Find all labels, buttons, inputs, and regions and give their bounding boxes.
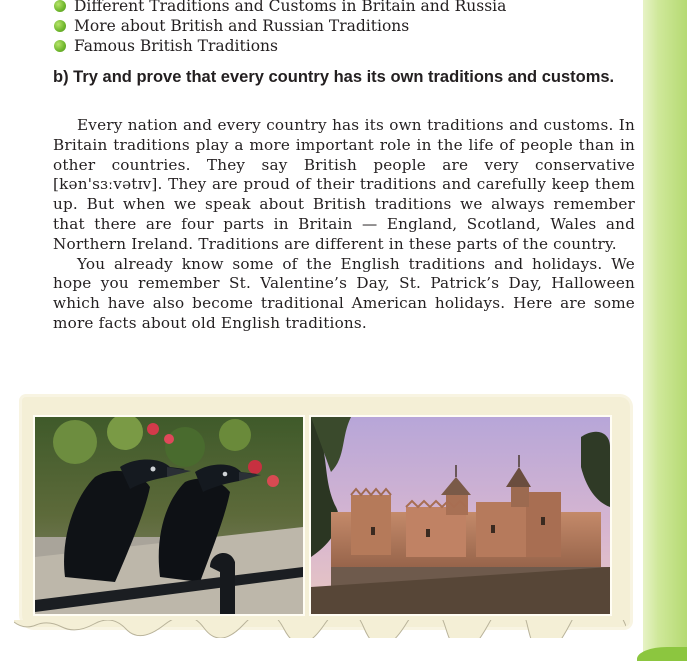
task-text: Try and prove that every country has its own traditions and customs.	[73, 68, 615, 86]
topic-text: Different Traditions and Customs in Britain and Russia	[74, 0, 507, 15]
ravens-illustration	[35, 417, 303, 614]
green-bullet-icon	[54, 40, 66, 52]
page-edge-band	[643, 0, 687, 661]
tower-illustration	[311, 417, 610, 614]
topic-list	[52, 0, 506, 56]
topic-item	[52, 16, 506, 36]
reading-text	[53, 116, 635, 334]
topic-text: More about British and Russian Traditions	[74, 17, 410, 35]
ravens-photo	[33, 415, 305, 616]
tower-of-london-photo	[309, 415, 612, 616]
paragraph: Every nation and every country has its own traditions and customs. In Britain traditions play a more important role in the life of people than in other countries. They say British people are very conservative [kən'sɜːvətɪv]. They are proud of their traditions and carefully keep them up. But when we speak about British traditions we always remember that there are four parts in Britain — England, Scotland, Wales and Northern Ireland. Traditions are different in these parts of the country.	[53, 116, 635, 253]
topic-item	[52, 36, 506, 56]
frame-deckle-edge	[14, 620, 626, 638]
topic-item	[52, 0, 506, 16]
topic-text: Famous British Traditions	[74, 37, 278, 55]
green-bullet-icon	[54, 20, 66, 32]
task-label: b)	[53, 68, 69, 86]
green-bullet-icon	[54, 0, 66, 12]
task-heading	[53, 67, 635, 88]
paragraph: You already know some of the English traditions and holidays. We hope you remember St. Valentine’s Day, St. Patrick’s Day, Halloween which have also become traditional American holidays. Here are some more facts about old English traditions.	[53, 254, 635, 332]
